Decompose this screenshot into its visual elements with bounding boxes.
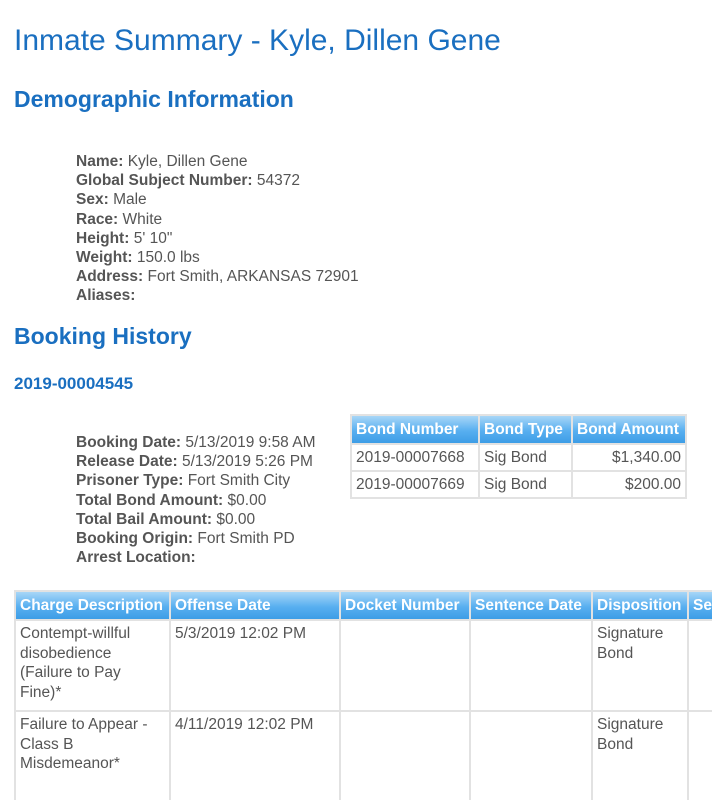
field-label: Race: <box>76 210 119 228</box>
bond-amount-header[interactable]: Bond Amount <box>573 416 685 443</box>
booking-field <box>76 548 316 567</box>
sentence-date-header[interactable]: Sentence Date <box>471 592 591 619</box>
booking-number-link[interactable]: 2019-00004545 <box>14 374 134 393</box>
bond-amount-cell: $1,340.00 <box>573 445 685 470</box>
disposition-header[interactable]: Disposition <box>593 592 687 619</box>
docket-number-cell <box>341 712 469 800</box>
demographics-heading: Demographic Information <box>14 86 294 112</box>
booking-info-list <box>76 433 316 567</box>
demographic-field <box>76 267 359 286</box>
demographic-field <box>76 190 359 209</box>
sentence-cell <box>689 621 712 710</box>
demographic-field <box>76 248 359 267</box>
field-label: Release Date: <box>76 453 178 471</box>
table-row <box>352 445 685 470</box>
page-title: Inmate Summary - Kyle, Dillen Gene <box>14 24 501 57</box>
charge-description-header[interactable]: Charge Description <box>16 592 169 619</box>
field-value: $0.00 <box>227 491 267 509</box>
bond-type-cell: Sig Bond <box>480 472 571 497</box>
field-value: $0.00 <box>216 510 256 528</box>
charges-header-row <box>16 592 712 619</box>
field-value: White <box>122 210 163 228</box>
sentence-date-cell <box>471 712 591 800</box>
field-label: Total Bond Amount: <box>76 491 224 509</box>
field-label: Weight: <box>76 249 133 267</box>
charge-description-cell: Failure to Appear - Class B Misdemeanor* <box>16 712 169 800</box>
booking-field <box>76 452 316 471</box>
bond-type-cell: Sig Bond <box>480 445 571 470</box>
field-value: Male <box>113 191 147 209</box>
field-label: Aliases: <box>76 287 136 305</box>
table-row <box>352 472 685 497</box>
field-label: Total Bail Amount: <box>76 510 213 528</box>
demographic-field <box>76 210 359 229</box>
field-value: Kyle, Dillen Gene <box>127 153 248 170</box>
bond-amount-cell: $200.00 <box>573 472 685 497</box>
field-value: 5' 10" <box>133 229 173 247</box>
demographic-field <box>76 229 359 248</box>
bond-number-cell: 2019-00007669 <box>352 472 478 497</box>
field-value: Fort Smith, ARKANSAS 72901 <box>147 268 359 286</box>
field-value: 5/13/2019 9:58 AM <box>185 434 316 451</box>
field-label: Booking Date: <box>76 434 182 451</box>
field-label: Name: <box>76 153 124 170</box>
field-label: Height: <box>76 229 130 247</box>
booking-field <box>76 433 316 452</box>
demographic-field <box>76 171 359 190</box>
table-row <box>16 712 712 800</box>
charge-description-cell: Contempt-willful disobedience (Failure to Pay Fine)* <box>16 621 169 710</box>
sentence-header[interactable]: Se <box>689 592 712 619</box>
table-row <box>16 621 712 710</box>
field-value: 54372 <box>256 172 300 190</box>
field-label: Address: <box>76 268 144 286</box>
docket-number-header[interactable]: Docket Number <box>341 592 469 619</box>
field-value: Fort Smith PD <box>197 530 295 548</box>
booking-history-heading: Booking History <box>14 323 192 349</box>
bond-type-header[interactable]: Bond Type <box>480 416 571 443</box>
field-label: Sex: <box>76 191 109 209</box>
disposition-cell: Signature Bond <box>593 712 687 800</box>
docket-number-cell <box>341 621 469 710</box>
bond-table <box>350 414 687 499</box>
booking-field <box>76 529 316 548</box>
sentence-date-cell <box>471 621 591 710</box>
field-value: Fort Smith City <box>187 472 291 490</box>
charges-table <box>14 590 712 800</box>
field-value: 150.0 lbs <box>136 249 200 267</box>
offense-date-header[interactable]: Offense Date <box>171 592 339 619</box>
offense-date-cell: 4/11/2019 12:02 PM <box>171 712 339 800</box>
offense-date-cell: 5/3/2019 12:02 PM <box>171 621 339 710</box>
charges-table-viewport[interactable] <box>14 590 712 800</box>
booking-field <box>76 491 316 510</box>
disposition-cell: Signature Bond <box>593 621 687 710</box>
field-value: 5/13/2019 5:26 PM <box>181 453 313 471</box>
bond-header-row <box>352 416 685 443</box>
field-label: Prisoner Type: <box>76 472 184 490</box>
field-label: Booking Origin: <box>76 530 194 548</box>
demographic-field <box>76 286 359 305</box>
demographic-info-list <box>76 152 359 306</box>
booking-field <box>76 510 316 529</box>
field-label: Global Subject Number: <box>76 172 253 190</box>
demographic-field <box>76 152 359 171</box>
booking-field <box>76 471 316 490</box>
field-label: Arrest Location: <box>76 549 196 567</box>
sentence-cell <box>689 712 712 800</box>
bond-number-header[interactable]: Bond Number <box>352 416 478 443</box>
bond-number-cell: 2019-00007668 <box>352 445 478 470</box>
